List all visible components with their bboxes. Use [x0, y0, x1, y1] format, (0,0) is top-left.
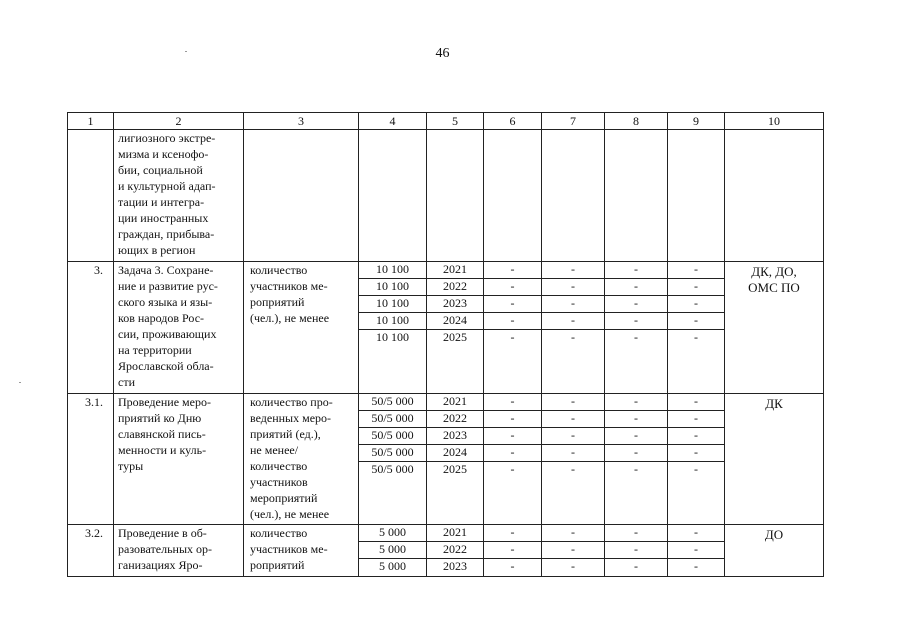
indicator-value: 50/5 000: [359, 394, 426, 411]
column-header-2: 2: [114, 113, 244, 130]
task-description-cell: [114, 262, 244, 394]
dash-value: -: [605, 428, 667, 445]
dash-value: -: [484, 428, 541, 445]
dash-value: -: [484, 394, 541, 411]
column-header-3: 3: [244, 113, 359, 130]
indicator-value: 50/5 000: [359, 428, 426, 445]
measure-line: приятий (ед.),: [250, 427, 321, 441]
program-table: [67, 112, 824, 577]
year-value: 2022: [427, 411, 483, 428]
description-line: Задача 3. Сохране-: [118, 263, 214, 277]
measure-line: (чел.), не менее: [250, 507, 330, 521]
measure-line: количество: [250, 263, 308, 277]
dash-value: -: [668, 445, 724, 462]
year-value: 2025: [443, 462, 467, 476]
dash-value: -: [542, 313, 604, 330]
year-value: 2021: [427, 525, 483, 542]
column-7-cell: [542, 130, 605, 262]
dash-value: -: [668, 525, 724, 542]
executor-line: ДО: [764, 527, 784, 542]
dash-value: -: [542, 445, 604, 462]
year-value: 2024: [427, 313, 483, 330]
column-9-cell: [668, 130, 725, 262]
description-line: на территории: [118, 343, 192, 357]
column-7-cell: [542, 262, 605, 394]
column-header-4: 4: [359, 113, 427, 130]
description-line: ков народов Рос-: [118, 311, 205, 325]
column-8-cell: [605, 394, 668, 525]
column-header-10: 10: [725, 113, 824, 130]
years-cell: [427, 130, 484, 262]
column-6-cell: [484, 525, 542, 577]
column-6-cell: [484, 130, 542, 262]
column-9-cell: [668, 394, 725, 525]
column-6-cell: [484, 262, 542, 394]
measure-line: (чел.), не менее: [250, 311, 330, 325]
year-value: 2021: [427, 394, 483, 411]
dash-value: -: [605, 411, 667, 428]
dash-value: -: [605, 279, 667, 296]
measure-line: роприятий: [250, 295, 305, 309]
description-line: ции иностранных: [118, 211, 209, 225]
dash-value: -: [484, 279, 541, 296]
dash-value: -: [542, 296, 604, 313]
dash-value: -: [542, 542, 604, 559]
task-description-cell: [114, 525, 244, 577]
description-line: ющих в регион: [118, 243, 196, 257]
measure-line: веденных меро-: [250, 411, 332, 425]
description-line: ганизациях Яро-: [118, 558, 203, 572]
year-value: 2022: [427, 279, 483, 296]
dash-value: -: [668, 262, 724, 279]
measure-line: участников: [250, 475, 308, 489]
row-number-cell: 3.: [68, 262, 114, 394]
year-value: 2023: [427, 296, 483, 313]
column-8-cell: [605, 525, 668, 577]
dash-value: -: [484, 445, 541, 462]
measure-cell: [244, 130, 359, 262]
dash-value: -: [510, 559, 515, 573]
measure-line: роприятий: [250, 558, 305, 572]
column-header-6: 6: [484, 113, 542, 130]
dash-value: -: [694, 559, 698, 573]
indicator-value: 10 100: [376, 330, 409, 344]
measure-cell: [244, 394, 359, 525]
column-header-5: 5: [427, 113, 484, 130]
dash-value: -: [571, 330, 575, 344]
row-number-cell: [68, 130, 114, 262]
measure-line: мероприятий: [250, 491, 318, 505]
description-line: граждан, прибыва-: [118, 227, 215, 241]
year-value: 2022: [427, 542, 483, 559]
column-6-cell: [484, 394, 542, 525]
table-row: [68, 130, 824, 262]
description-line: сии, проживающих: [118, 327, 217, 341]
measure-line: не менее/: [250, 443, 299, 457]
measure-line: участников ме-: [250, 279, 328, 293]
indicator-value: 10 100: [359, 262, 426, 279]
dash-value: -: [542, 279, 604, 296]
indicator-value: 5 000: [359, 525, 426, 542]
dash-value: -: [605, 296, 667, 313]
indicator-value: 10 100: [359, 313, 426, 330]
executor-line: ОМС ПО: [748, 280, 800, 295]
column-header-7: 7: [542, 113, 605, 130]
dash-value: -: [605, 262, 667, 279]
dash-value: -: [605, 394, 667, 411]
description-line: ского языка и язы-: [118, 295, 213, 309]
description-line: славянской пись-: [118, 427, 206, 441]
dash-value: -: [668, 394, 724, 411]
measure-cell: [244, 262, 359, 394]
header-row: [68, 113, 824, 130]
dash-value: -: [571, 462, 575, 476]
dash-value: -: [605, 542, 667, 559]
indicator-value: 50/5 000: [371, 462, 414, 476]
row-number-cell: 3.2.: [68, 525, 114, 577]
dash-value: -: [668, 279, 724, 296]
dash-value: -: [605, 313, 667, 330]
table-row: [68, 394, 824, 525]
indicator-value: 50/5 000: [359, 411, 426, 428]
description-line: мизма и ксенофо-: [118, 147, 209, 161]
values-cell: [359, 525, 427, 577]
column-header-9: 9: [668, 113, 725, 130]
dash-value: -: [484, 296, 541, 313]
scan-speck: [185, 51, 187, 52]
dash-value: -: [542, 394, 604, 411]
column-9-cell: [668, 525, 725, 577]
measure-line: количество про-: [250, 395, 333, 409]
description-line: бии, социальной: [118, 163, 203, 177]
measure-cell: [244, 525, 359, 577]
executor-cell: [725, 130, 824, 262]
description-line: Проведение меро-: [118, 395, 211, 409]
year-value: 2024: [427, 445, 483, 462]
column-header-8: 8: [605, 113, 668, 130]
description-line: приятий ко Дню: [118, 411, 202, 425]
table-row: [68, 525, 824, 577]
dash-value: -: [484, 411, 541, 428]
description-line: ние и развитие рус-: [118, 279, 218, 293]
description-line: туры: [118, 459, 144, 473]
years-cell: [427, 262, 484, 394]
dash-value: -: [668, 296, 724, 313]
description-line: Проведение в об-: [118, 526, 207, 540]
column-8-cell: [605, 130, 668, 262]
year-value: 2021: [427, 262, 483, 279]
indicator-value: 50/5 000: [359, 445, 426, 462]
executor-cell: [725, 394, 824, 525]
dash-value: -: [484, 313, 541, 330]
values-cell: [359, 130, 427, 262]
indicator-value: 5 000: [379, 559, 406, 573]
description-line: менности и куль-: [118, 443, 207, 457]
dash-value: -: [668, 542, 724, 559]
years-cell: [427, 525, 484, 577]
year-value: 2023: [443, 559, 467, 573]
executor-line: ДК: [765, 396, 783, 411]
years-cell: [427, 394, 484, 525]
dash-value: -: [694, 330, 698, 344]
dash-value: -: [634, 559, 638, 573]
description-line: разовательных ор-: [118, 542, 213, 556]
column-9-cell: [668, 262, 725, 394]
row-number-cell: 3.1.: [68, 394, 114, 525]
scan-speck: [19, 382, 21, 383]
description-line: тации и интегра-: [118, 195, 205, 209]
year-value: 2025: [443, 330, 467, 344]
task-description-cell: [114, 130, 244, 262]
values-cell: [359, 262, 427, 394]
executor-line: ДК, ДО,: [751, 264, 797, 279]
indicator-value: 10 100: [359, 279, 426, 296]
dash-value: -: [484, 262, 541, 279]
measure-line: количество: [250, 459, 308, 473]
column-8-cell: [605, 262, 668, 394]
executor-cell: [725, 525, 824, 577]
description-line: и культурной адап-: [118, 179, 216, 193]
dash-value: -: [634, 462, 638, 476]
indicator-value: 5 000: [359, 542, 426, 559]
dash-value: -: [605, 525, 667, 542]
dash-value: -: [634, 330, 638, 344]
dash-value: -: [668, 411, 724, 428]
dash-value: -: [571, 559, 575, 573]
page-number: 46: [435, 46, 450, 61]
executor-cell: [725, 262, 824, 394]
dash-value: -: [484, 542, 541, 559]
measure-line: количество: [250, 526, 308, 540]
dash-value: -: [510, 462, 515, 476]
description-line: Ярославской обла-: [118, 359, 214, 373]
description-line: сти: [118, 375, 135, 389]
dash-value: -: [668, 428, 724, 445]
dash-value: -: [694, 462, 698, 476]
column-header-1: 1: [68, 113, 114, 130]
values-cell: [359, 394, 427, 525]
dash-value: -: [542, 411, 604, 428]
indicator-value: 10 100: [359, 296, 426, 313]
column-7-cell: [542, 394, 605, 525]
dash-value: -: [605, 445, 667, 462]
description-line: лигиозного экстре-: [118, 131, 216, 145]
dash-value: -: [484, 525, 541, 542]
dash-value: -: [542, 525, 604, 542]
measure-line: участников ме-: [250, 542, 328, 556]
dash-value: -: [542, 262, 604, 279]
task-description-cell: [114, 394, 244, 525]
dash-value: -: [668, 313, 724, 330]
column-7-cell: [542, 525, 605, 577]
dash-value: -: [542, 428, 604, 445]
table-row: [68, 262, 824, 394]
dash-value: -: [510, 330, 515, 344]
year-value: 2023: [427, 428, 483, 445]
